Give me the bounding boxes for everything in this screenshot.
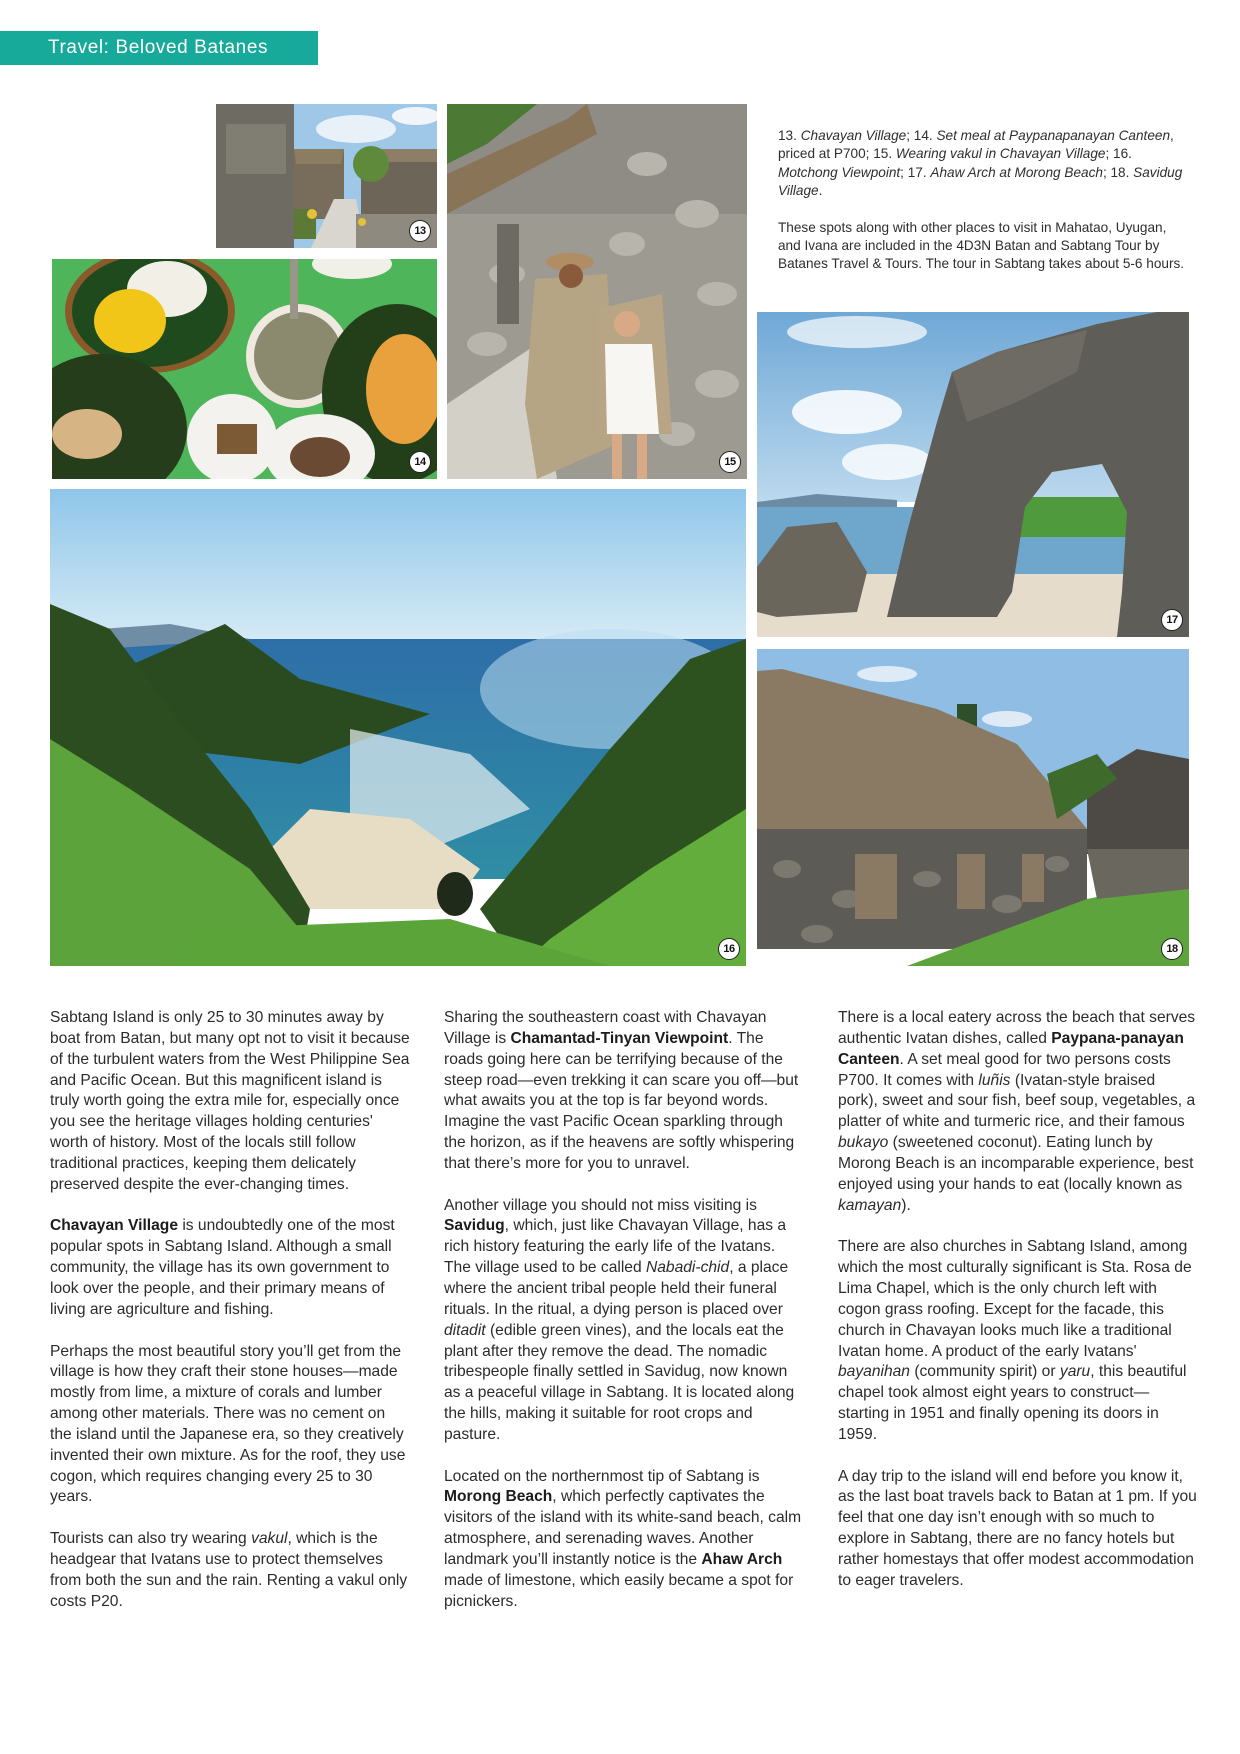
article-column-3	[838, 1008, 1198, 1612]
photo-15-wearing-vakul	[447, 104, 747, 479]
caption-photo-list: 13. Chavayan Village; 14. Set meal at Paypanapanayan Canteen, priced at P700; 15. Wearing vakul in Chavayan Village; 16. Motchong Viewpoint; 17. Ahaw Arch at Morong Beach; 18. Savidug Village.	[778, 128, 1183, 199]
photo-14-set-meal	[52, 259, 437, 479]
photo-17-ahaw-arch	[757, 312, 1189, 637]
paragraph: Sharing the southeastern coast with Chavayan Village is Chamantad-Tinyan Viewpoint. The roads going here can be terrifying because of the steep road—even trekking it can scare you off—but what awaits you at the top is far beyond words. Imagine the vast Pacific Ocean sparkling through the horizon, as if the heavens are softly whispering that there’s more for you to unravel.	[444, 1009, 799, 1172]
photo-number-badge: 15	[719, 451, 741, 473]
paragraph: Another village you should not miss visiting is Savidug, which, just like Chavayan Village, has a rich history featuring the early life of the Ivatans. The village used to be called Nabadi-chid, a place where the ancient tribal people held their funeral rituals. In the ritual, a dying person is placed over ditadit (edible green vines), and the locals eat the plant after they remove the dead. The nomadic tribespeople finally settled in Savidug, now known as a peaceful village in Sabtang. It is located along the hills, making it suitable for root crops and pasture.	[444, 1196, 795, 1443]
paragraph: There is a local eatery across the beach that serves authentic Ivatan dishes, called Paypana-panayan Canteen. A set meal good for two persons costs P700. It comes with luñis (Ivatan-style braised pork), sweet and sour fish, beef soup, vegetables, a platter of white and turmeric rice, and their famous bukayo (sweetened coconut). Eating lunch by Morong Beach is an incomparable experience, best enjoyed using your hands to eat (locally known as kamayan).	[838, 1009, 1196, 1214]
paragraph: Located on the northernmost tip of Sabtang is Morong Beach, which perfectly captivates the visitors of the island with its white-sand beach, calm atmosphere, and serenading waves. Another landmark you’ll instantly notice is the Ahaw Arch made of limestone, which easily became a spot for picnickers.	[444, 1467, 802, 1610]
photo-caption	[778, 127, 1190, 292]
photo-number-badge: 17	[1161, 609, 1183, 631]
photo-number-badge: 16	[718, 938, 740, 960]
photo-13-chavayan-village	[216, 104, 437, 248]
photo-18-savidug-village	[757, 649, 1189, 966]
photo-number-badge: 14	[409, 451, 431, 473]
village-street-image	[216, 104, 437, 248]
article-column-2	[444, 1008, 804, 1633]
vakul-couple-image	[447, 104, 747, 479]
photo-16-motchong-viewpoint	[50, 489, 746, 966]
photo-number-badge: 13	[409, 220, 431, 242]
coastal-viewpoint-image	[50, 489, 746, 966]
set-meal-image	[52, 259, 437, 479]
paragraph: There are also churches in Sabtang Island, among which the most culturally significant is Sta. Rosa de Lima Chapel, which is the only church left with cogon grass roofing. Except for the facade, this church in Chavayan looks much like a traditional Ivatan home. A product of the early Ivatans' bayanihan (community spirit) or yaru, this beautiful chapel took almost eight years to construct—starting in 1951 and finally opening its doors in 1959.	[838, 1238, 1192, 1443]
paragraph: A day trip to the island will end before you know it, as the last boat travels back to Batan at 1 pm. If you feel that one day isn’t enough with so much to explore in Sabtang, there are no fancy hotels but rather homestays that offer modest accommodation to eager travelers.	[838, 1467, 1197, 1589]
caption-tour-note: These spots along with other places to visit in Mahatao, Uyugan, and Ivana are included in the 4D3N Batan and Sabtang Tour by Batanes Travel & Tours. The tour in Sabtang takes about 5-6 hours.	[778, 219, 1185, 272]
stone-house-image	[757, 649, 1189, 966]
paragraph: Tourists can also try wearing vakul, which is the headgear that Ivatans use to protect themselves from both the sun and the rain. Renting a vakul only costs P20.	[50, 1530, 408, 1610]
article-column-1	[50, 1008, 410, 1633]
photo-number-badge: 18	[1161, 938, 1183, 960]
section-banner	[0, 31, 318, 65]
section-label: Travel: Beloved Batanes	[48, 37, 269, 58]
paragraph: Sabtang Island is only 25 to 30 minutes away by boat from Batan, but many opt not to visit it because of the turbulent waters from the West Philippine Sea and Pacific Ocean. But this magnificent island is truly worth going the extra mile for, especially once you see the heritage villages holding centuries' worth of history. Most of the locals still follow traditional practices, keeping them delicately preserved despite the ever-changing times.	[50, 1009, 410, 1193]
paragraph: Perhaps the most beautiful story you’ll get from the village is how they craft their stone houses—made mostly from lime, a mixture of corals and lumber among other materials. There was no cement on the island until the Japanese era, so they creatively invented their own mixture. As for the roof, they use cogon, which requires changing every 25 to 30 years.	[50, 1342, 406, 1506]
limestone-arch-image	[757, 312, 1189, 637]
paragraph: Chavayan Village is undoubtedly one of the most popular spots in Sabtang Island. Although a small community, the village has its own government to look over the people, and their primary means of living are agriculture and fishing.	[50, 1217, 395, 1318]
